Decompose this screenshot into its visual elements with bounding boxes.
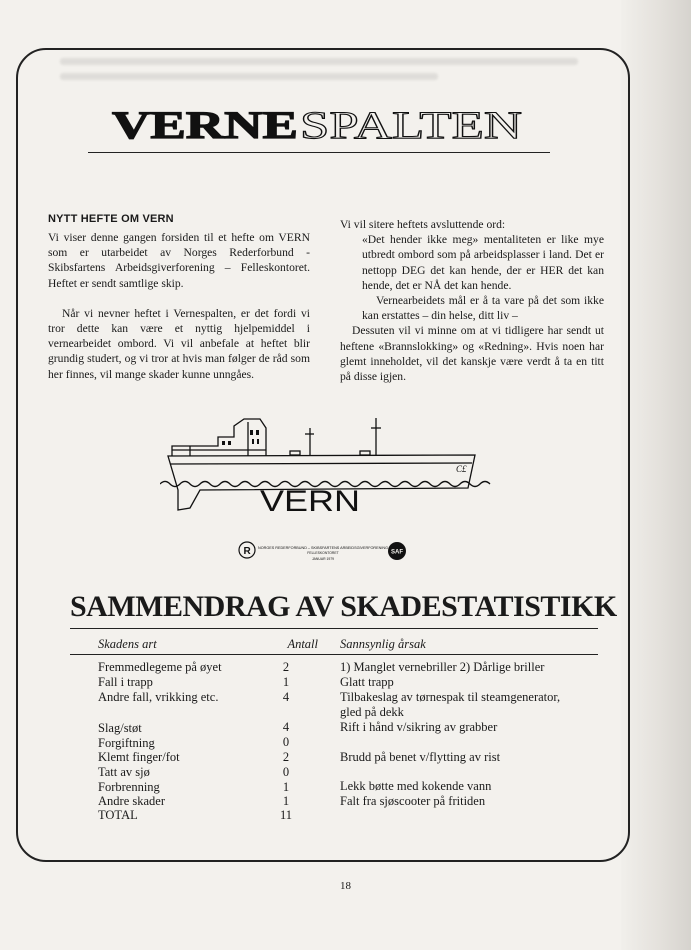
quote-paragraph-1: «Det hender ikke meg» mentaliteten er like mye utbredt ombord som på arbeidsplasser i land. Det er nettopp DEG det kan hende, der er HER det kan hende, det er NÅ det kan hende. xyxy=(362,233,604,292)
article-heading: NYTT HEFTE OM VERN xyxy=(48,213,174,225)
publisher-line-2: FELLESKONTORET xyxy=(307,551,339,555)
row-count: 0 xyxy=(282,765,290,779)
row-injury-type: Tatt av sjø xyxy=(98,765,150,779)
row-injury-type: Fremmedlegeme på øyet xyxy=(98,660,222,674)
ship-hull-label: VERN xyxy=(260,485,360,518)
page-number: 18 xyxy=(340,880,351,892)
article-left-column xyxy=(48,230,310,382)
header-injury-type: Skadens art xyxy=(98,637,157,651)
row-count: 4 xyxy=(282,720,290,734)
row-injury-type: Forbrenning xyxy=(98,780,160,794)
row-injury-type: TOTAL xyxy=(98,808,138,822)
row-injury-type: Forgiftning xyxy=(98,736,155,750)
row-injury-type: Klemt finger/fot xyxy=(98,750,180,764)
row-cause: Lekk bøtte med kokende vann xyxy=(340,779,492,793)
quote-intro: Vi vil sitere heftets avsluttende ord: xyxy=(340,218,506,231)
masthead-outline-part: SPALTEN xyxy=(300,104,522,147)
header-count: Antall xyxy=(287,637,318,651)
row-cause: Tilbakeslag av tørnespak til steamgenerator, xyxy=(340,690,561,704)
row-count: 2 xyxy=(282,660,290,674)
statistics-title: SAMMENDRAG AV SKADESTATISTIKK xyxy=(70,590,617,623)
row-count: 1 xyxy=(282,794,290,808)
article-paragraph-1: Vi viser denne gangen forsiden til et hefte om VERN som er utarbeidet av Norges Rederforbund - Skibsfartens Arbeidsgiverforening – Felleskontoret. Heftet er sendt samtlige skip. xyxy=(48,231,310,290)
row-count: 1 xyxy=(282,780,290,794)
shipowners-association-logo-icon xyxy=(239,542,255,558)
row-cause: Falt fra sjøscooter på fritiden xyxy=(340,794,486,808)
row-injury-type: Andre fall, vrikking etc. xyxy=(98,690,219,704)
bleed-through-text xyxy=(60,58,600,98)
row-injury-type: Andre skader xyxy=(98,794,165,808)
row-count: 1 xyxy=(282,675,290,689)
article-paragraph-2: Når vi nevner heftet i Vernespalten, er det fordi vi tror dette kan være et nyttig hjelpemiddel i vernearbeidet ombord. Vi vil anbefale at heftet blir grundig studert, og vi tror at hvis man følger de råd som her finnes, vil mange skader kunne unngåes. xyxy=(48,306,310,381)
statistics-rule-top xyxy=(70,628,598,629)
row-count: 11 xyxy=(279,808,293,822)
publisher-line-3: JANUAR 1979 xyxy=(311,557,335,561)
publisher-footer xyxy=(238,540,408,572)
row-cause-continued: gled på dekk xyxy=(340,705,404,719)
header-probable-cause: Sannsynlig årsak xyxy=(340,637,426,651)
article-right-column xyxy=(340,217,604,384)
row-count: 4 xyxy=(282,690,290,704)
employers-association-logo-icon xyxy=(388,542,406,560)
svg-text:SAF: SAF xyxy=(391,549,403,556)
closing-paragraph: Dessuten vil vi minne om at vi tidligere har sendt ut heftene «Brannslokking» og «Redning». Hvis noen har glemt inneholdet, vil det kanskje være verdt å ta en titt på disse igjen. xyxy=(340,324,604,384)
row-injury-type: Slag/støt xyxy=(98,721,142,735)
row-cause: Glatt trapp xyxy=(340,675,394,689)
masthead-title xyxy=(0,100,691,150)
ship-illustration xyxy=(160,408,500,523)
masthead-rule xyxy=(88,152,550,153)
svg-text:R: R xyxy=(243,546,251,557)
statistics-rule-header xyxy=(70,654,598,655)
row-cause: Rift i hånd v/sikring av grabber xyxy=(340,720,498,734)
masthead-bold-part: VERNE xyxy=(112,104,298,147)
hull-mark: C£ xyxy=(456,464,467,474)
row-cause: Brudd på benet v/flytting av rist xyxy=(340,750,501,764)
quote-paragraph-2: Vernearbeidets mål er å ta vare på det som ikke kan erstattes – din helse, ditt liv – xyxy=(362,294,604,323)
publisher-line-1: NORGES REDERFORBUND – SKIBSFARTENS ARBEIDSGIVERFORENING xyxy=(258,546,389,550)
row-count: 0 xyxy=(282,735,290,749)
row-cause: 1) Manglet vernebriller 2) Dårlige briller xyxy=(340,660,545,674)
row-injury-type: Fall i trapp xyxy=(98,675,153,689)
row-count: 2 xyxy=(282,750,290,764)
